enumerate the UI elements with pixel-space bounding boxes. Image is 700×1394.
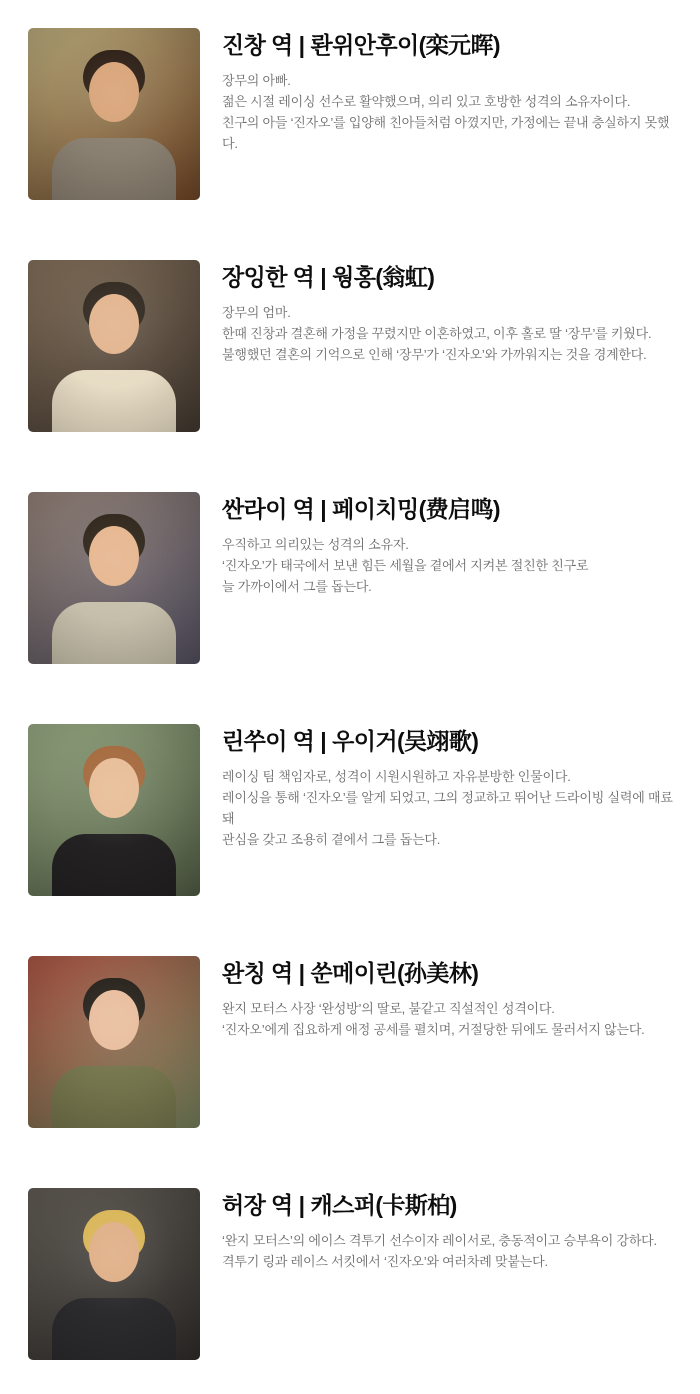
photo-vignette: [28, 492, 200, 664]
photo-vignette: [28, 956, 200, 1128]
photo-vignette: [28, 28, 200, 200]
actor-name: 우이거(吴翊歌): [332, 728, 479, 754]
cast-title: [222, 263, 674, 291]
cast-info: [222, 492, 674, 597]
cast-title: [222, 31, 674, 59]
description-line: 친구의 아들 ‘진자오’를 입양해 친아들처럼 아꼈지만, 가정에는 끝내 충실하지 못했다.: [222, 115, 670, 151]
role-name: 린쑤이 역: [222, 728, 315, 754]
cast-row: [28, 260, 674, 432]
cast-row: [28, 724, 674, 896]
role-name: 허장 역: [222, 1192, 293, 1218]
description-line: ‘완지 모터스’의 에이스 격투기 선수이자 레이서로, 충동적이고 승부욕이 강하다.: [222, 1233, 657, 1248]
description-line: 완지 모터스 사장 ‘완성방’의 딸로, 불같고 직설적인 성격이다.: [222, 1001, 555, 1016]
cast-row: [28, 492, 674, 664]
cast-photo: [28, 956, 200, 1128]
description-line: 한때 진창과 결혼해 가정을 꾸렸지만 이혼하였고, 이후 홀로 딸 ‘장무’를 키웠다.: [222, 326, 652, 341]
photo-vignette: [28, 260, 200, 432]
cast-title: [222, 495, 674, 523]
cast-info: [222, 28, 674, 154]
description-line: 관심을 갖고 조용히 곁에서 그를 돕는다.: [222, 832, 441, 847]
cast-photo: [28, 724, 200, 896]
actor-name: 롼위안후이(栾元晖): [310, 32, 500, 58]
title-separator: |: [298, 1192, 305, 1218]
title-separator: |: [320, 496, 327, 522]
cast-title: [222, 1191, 674, 1219]
cast-info: [222, 260, 674, 365]
actor-name: 웡홍(翁虹): [332, 264, 435, 290]
description-line: ‘진자오’에게 집요하게 애정 공세를 펼치며, 거절당한 뒤에도 물러서지 않는다.: [222, 1022, 645, 1037]
description-line: 레이싱 팀 책임자로, 성격이 시원시원하고 자유분방한 인물이다.: [222, 769, 571, 784]
role-name: 싼라이 역: [222, 496, 315, 522]
cast-info: [222, 724, 674, 850]
description-line: 불행했던 결혼의 기억으로 인해 ‘장무’가 ‘진자오’와 가까워지는 것을 경계한다.: [222, 347, 647, 362]
cast-row: [28, 956, 674, 1128]
cast-photo: [28, 1188, 200, 1360]
title-separator: |: [298, 960, 305, 986]
title-separator: |: [298, 32, 305, 58]
actor-name: 페이치밍(费启鸣): [332, 496, 500, 522]
cast-info: [222, 956, 674, 1040]
role-name: 완칭 역: [222, 960, 293, 986]
role-name: 진창 역: [222, 32, 293, 58]
cast-photo: [28, 260, 200, 432]
role-name: 장잉한 역: [222, 264, 315, 290]
actor-name: 쑨메이린(孙美林): [310, 960, 479, 986]
title-separator: |: [320, 728, 327, 754]
actor-name: 캐스퍼(卡斯柏): [310, 1192, 457, 1218]
description-line: 격투기 링과 레이스 서킷에서 ‘진자오’와 여러차례 맞붙는다.: [222, 1254, 548, 1269]
photo-vignette: [28, 1188, 200, 1360]
description-line: 장무의 아빠.: [222, 73, 291, 88]
cast-row: [28, 1188, 674, 1360]
description-line: 늘 가까이에서 그를 돕는다.: [222, 579, 372, 594]
description-line: 장무의 엄마.: [222, 305, 291, 320]
title-separator: |: [320, 264, 327, 290]
cast-title: [222, 727, 674, 755]
description-line: 젊은 시절 레이싱 선수로 활약했으며, 의리 있고 호방한 성격의 소유자이다.: [222, 94, 631, 109]
description-line: 레이싱을 통해 ‘진자오’를 알게 되었고, 그의 정교하고 뛰어난 드라이빙 실력에 매료돼: [222, 790, 673, 826]
cast-photo: [28, 28, 200, 200]
description-line: ‘진자오’가 태국에서 보낸 힘든 세월을 곁에서 지켜본 절친한 친구로: [222, 558, 589, 573]
cast-info: [222, 1188, 674, 1272]
photo-vignette: [28, 724, 200, 896]
cast-title: [222, 959, 674, 987]
description-line: 우직하고 의리있는 성격의 소유자.: [222, 537, 409, 552]
cast-row: [28, 28, 674, 200]
cast-photo: [28, 492, 200, 664]
